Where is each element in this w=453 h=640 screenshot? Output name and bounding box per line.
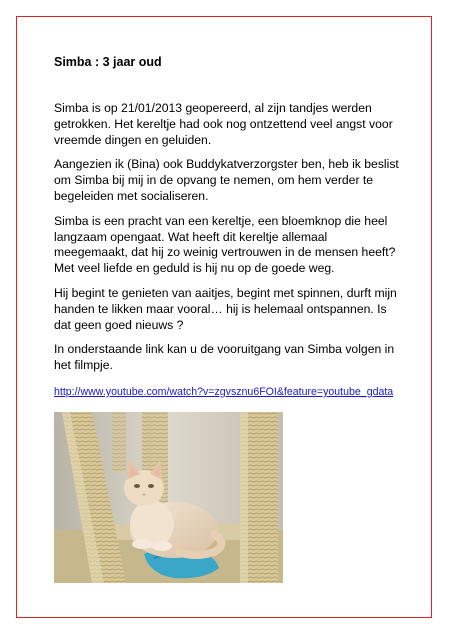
page-title: Simba : 3 jaar oud	[54, 55, 162, 69]
paragraph-1: Simba is op 21/01/2013 geopereerd, al zijn tandjes werden getrokken. Het kereltje had ook nog ontzettend veel angst voor vreemde dingen en geluiden.	[54, 101, 393, 147]
youtube-link[interactable]: http://www.youtube.com/watch?v=zgvsznu6FOI&feature=youtube_gdata	[54, 385, 394, 398]
paragraph-4: Hij begint te genieten van aaitjes, begint met spinnen, durft mijn handen te likken maar vooral… hij is helemaal ontspannen. Is dat geen goed nieuws ?	[54, 285, 397, 332]
cat-photo	[54, 412, 283, 583]
paragraph-3: Simba is een pracht van een kereltje, een bloemknop die heel langzaam opengaat. Wat heeft dit kereltje allemaal meegemaakt, dat hij zo weinig vertrouwen in de mensen heeft? Met veel liefde en geduld is hij nu op de goede weg.	[54, 213, 396, 276]
paragraph-5: In onderstaande link kan u de vooruitgang van Simba volgen in het filmpje.	[54, 342, 395, 373]
paragraph-2: Aangezien ik (Bina) ook Buddykatverzorgster ben, heb ik beslist om Simba bij mij in de opvang te nemen, om hem verder te begeleiden met socialiseren.	[54, 157, 399, 203]
document-body	[54, 54, 404, 399]
